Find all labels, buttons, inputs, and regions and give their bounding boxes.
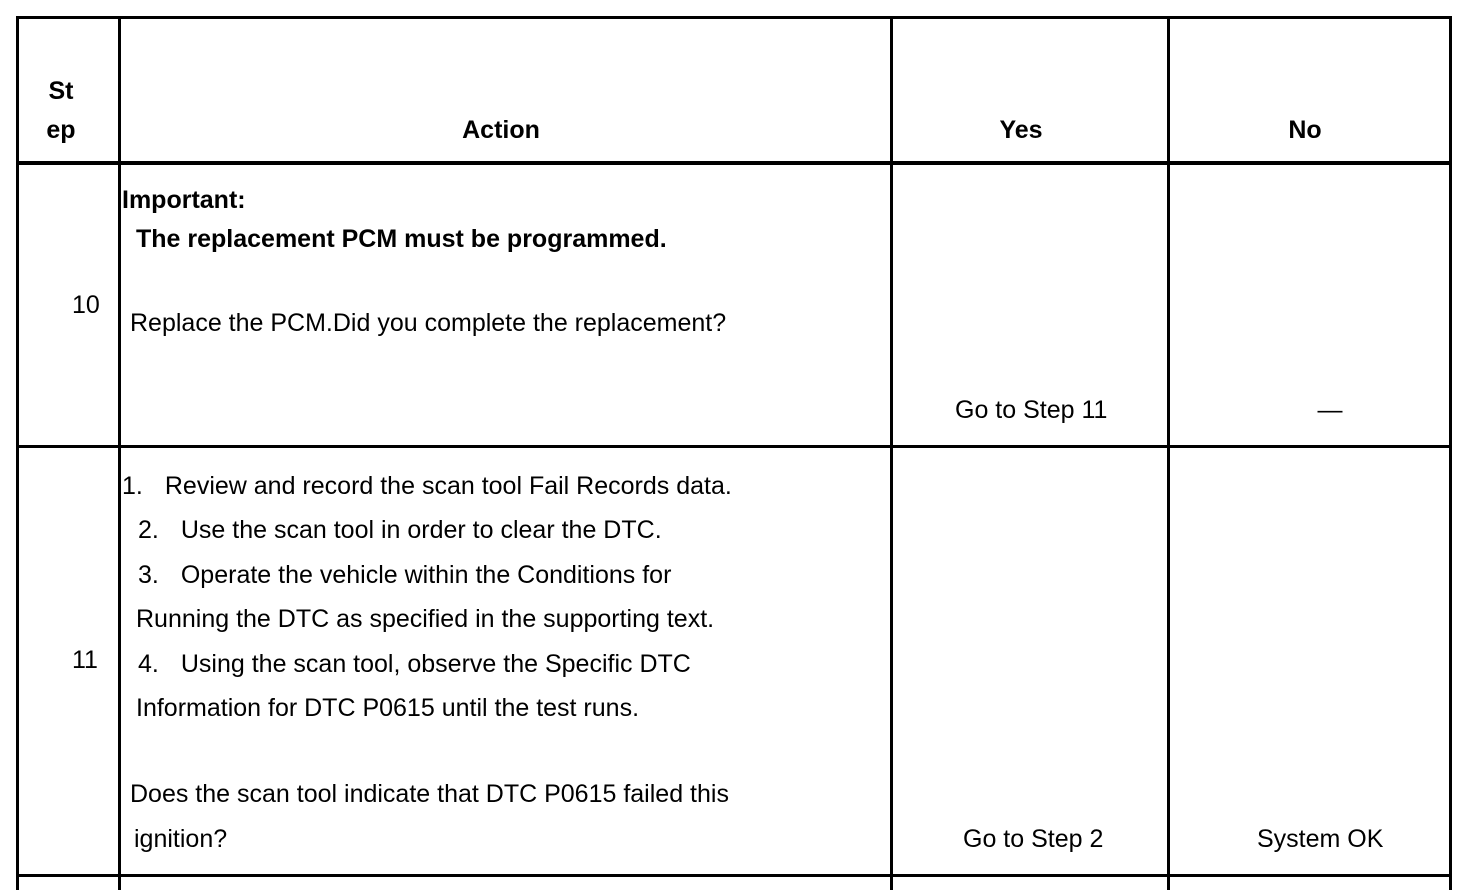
important-text: The replacement PCM must be programmed. (136, 225, 667, 253)
action-text-part: complete the replacement? (424, 309, 727, 337)
list-item-text: Using the scan tool, observe the Specific DTC (180, 650, 691, 678)
diagnostic-table (16, 16, 1452, 890)
header-action: Action (462, 116, 540, 144)
action-text-part: Replace the PCM. (130, 309, 333, 337)
header-separator (16, 161, 1452, 165)
yes-result: Go to Step 2 (963, 825, 1104, 853)
no-result: — (1317, 396, 1343, 424)
step-number: 11 (72, 646, 98, 674)
no-result: System OK (1257, 825, 1384, 853)
list-item-text: Review and record the scan tool Fail Records data. (164, 472, 732, 500)
step-number: 10 (72, 291, 100, 319)
list-item-text: Operate the vehicle within the Conditions for (180, 561, 672, 589)
header-step-line2: ep (46, 116, 76, 144)
important-label: Important: (122, 186, 246, 214)
list-item-number: 1. (122, 472, 143, 500)
row-separator (16, 445, 1452, 448)
header-yes: Yes (999, 116, 1043, 144)
column-separator-action (890, 16, 893, 890)
list-item-continuation: Running the DTC as specified in the supporting text. (136, 605, 715, 633)
table-border-bottom (16, 874, 1452, 877)
table-border-left (16, 16, 19, 890)
list-item-text: Use the scan tool in order to clear the DTC. (180, 516, 662, 544)
header-no: No (1288, 116, 1322, 144)
list-item (138, 560, 671, 590)
header-step-line1: St (48, 77, 74, 105)
column-separator-yes (1167, 16, 1170, 890)
list-item (122, 471, 732, 501)
list-item (138, 649, 691, 679)
table-border-right (1449, 16, 1452, 890)
table-border-top (16, 16, 1452, 19)
column-separator-step (118, 16, 121, 890)
yes-result: Go to Step 11 (955, 396, 1108, 424)
action-text (130, 308, 726, 338)
question-line: ignition? (134, 825, 228, 853)
list-item (138, 515, 662, 545)
question-line: Does the scan tool indicate that DTC P0615 failed this (130, 780, 729, 808)
action-text-part: Did you (332, 309, 418, 337)
list-item-number: 2. (138, 516, 159, 544)
list-item-continuation: Information for DTC P0615 until the test runs. (136, 694, 640, 722)
list-item-number: 4. (138, 650, 159, 678)
list-item-number: 3. (138, 561, 159, 589)
